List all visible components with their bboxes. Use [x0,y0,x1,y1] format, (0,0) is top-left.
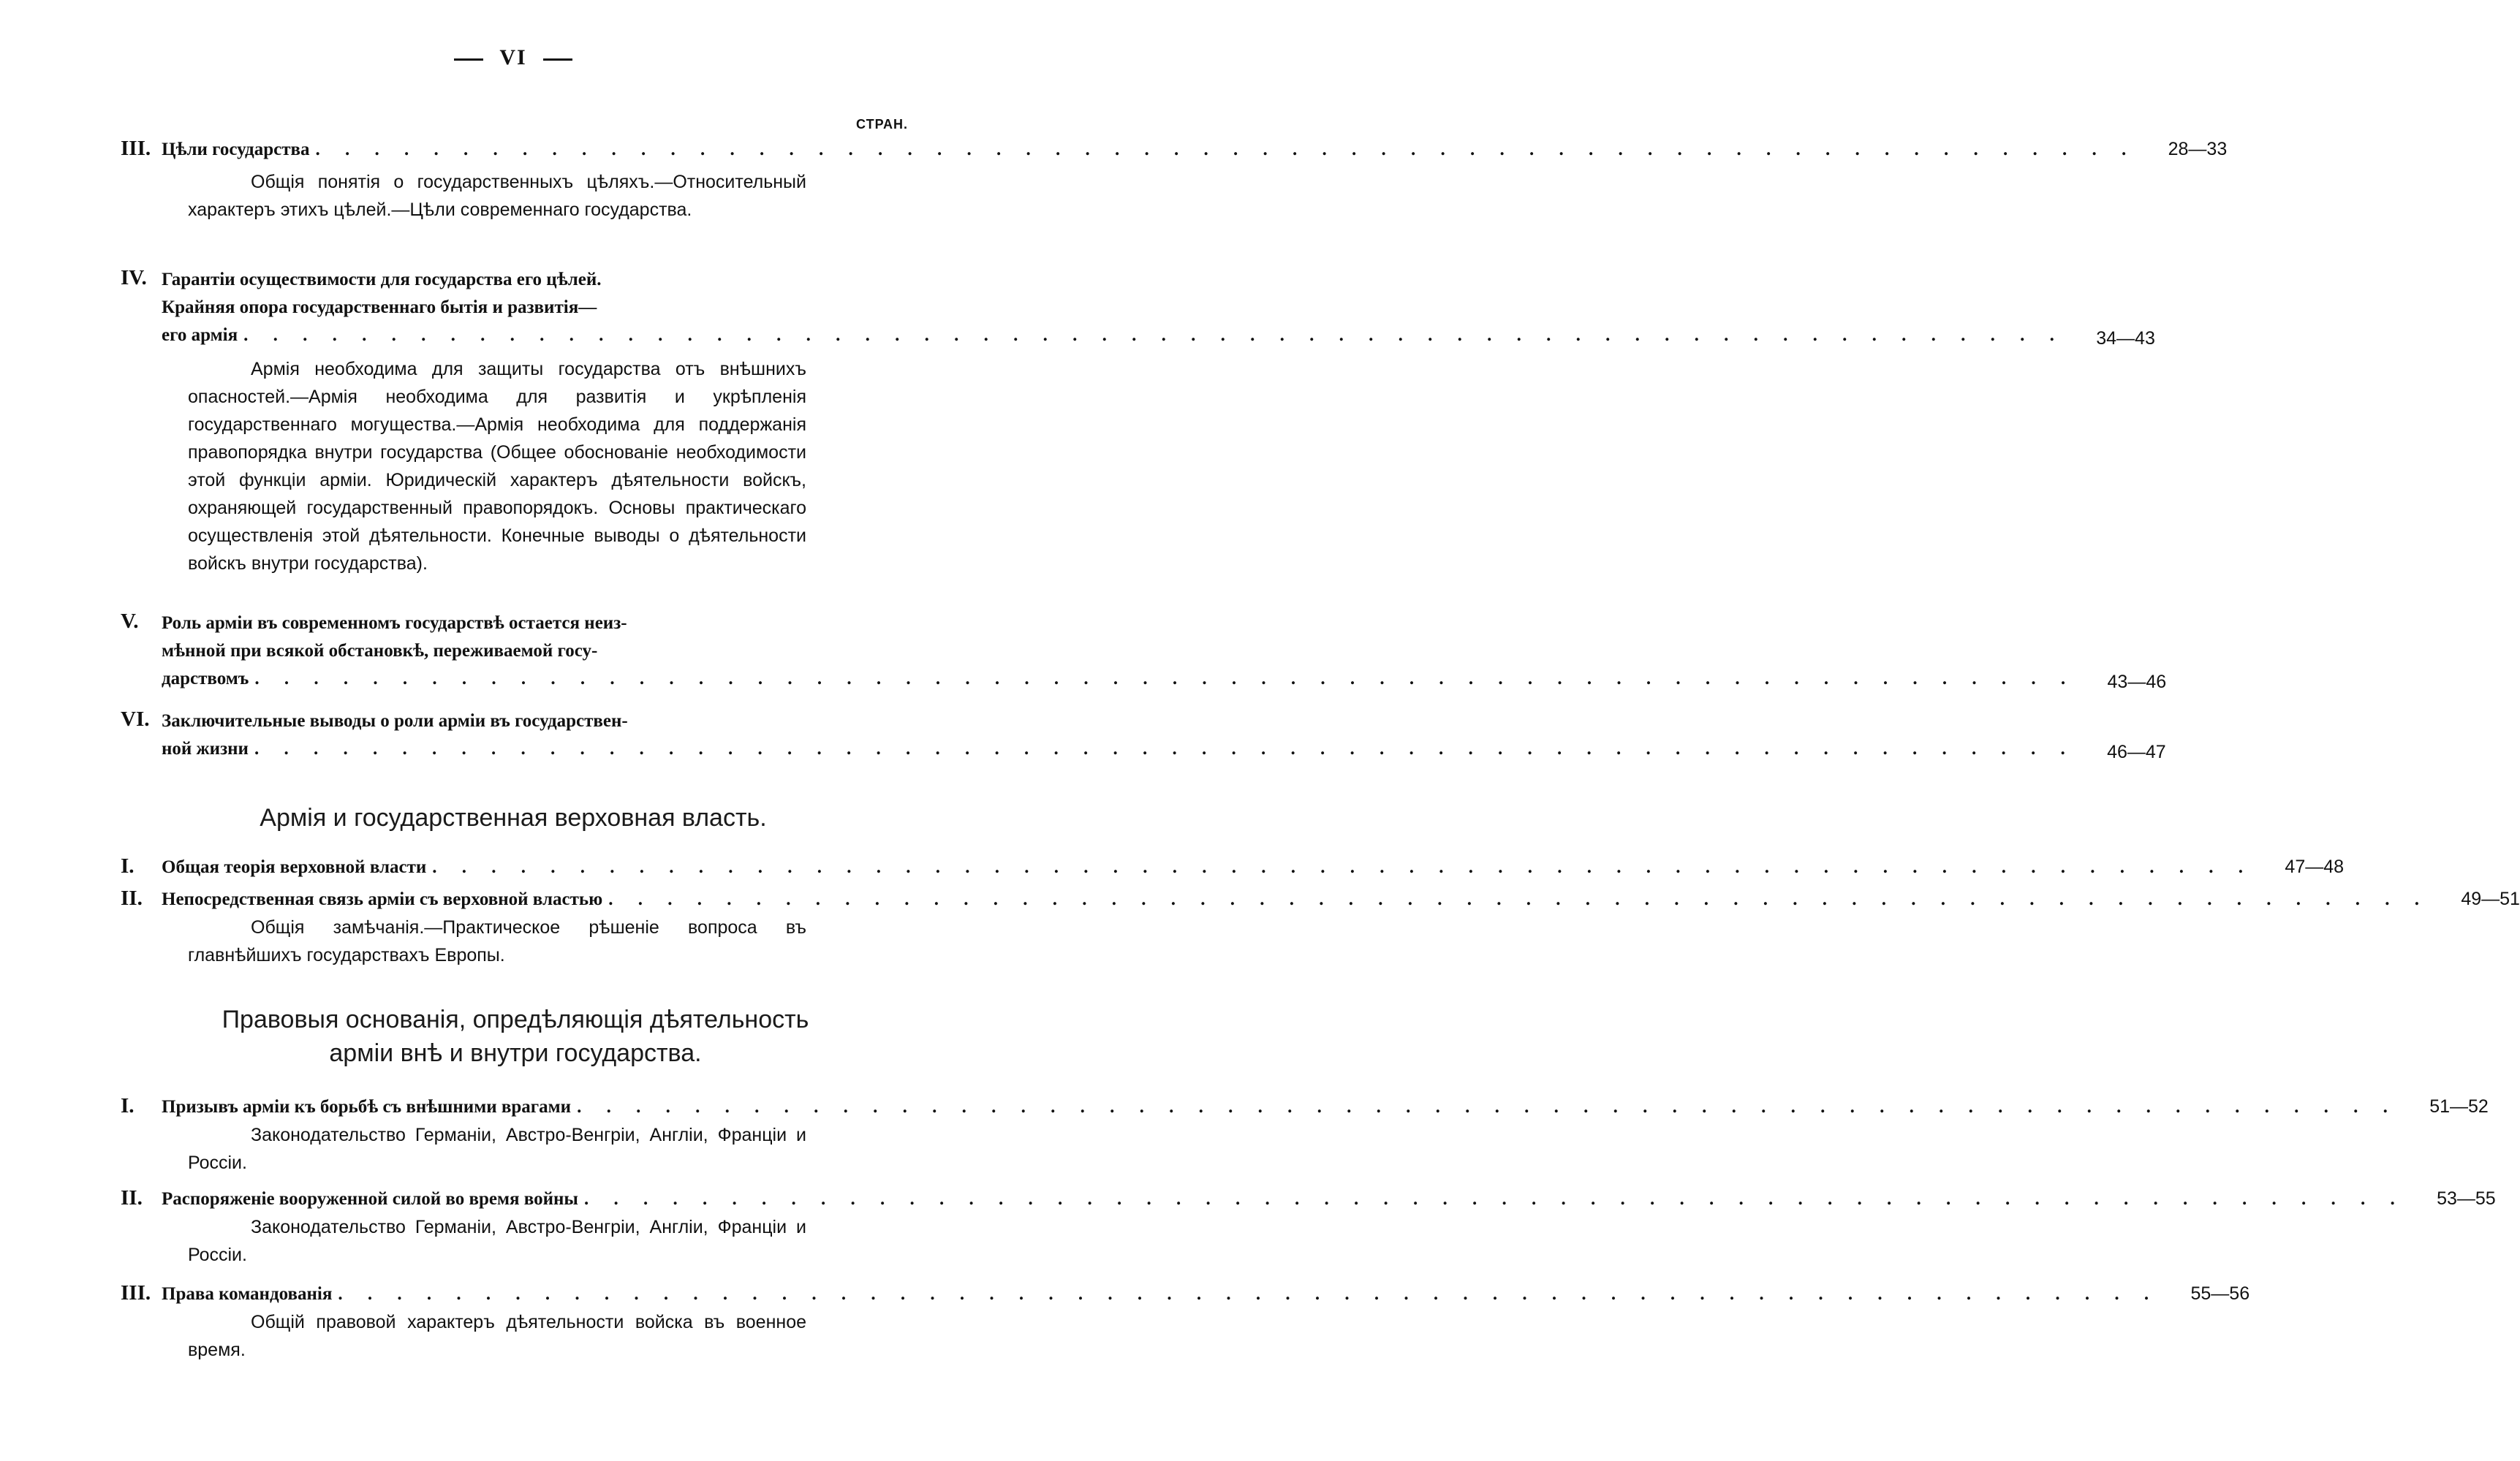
leader-dots [249,665,2076,693]
leader-dots [332,1280,2159,1308]
entry-title-line: Заключительные выводы о роли арміи въ государствен- [162,711,628,731]
entry-description: Армія необходима для защиты государства отъ внѣшнихъ опасностей.—Армія необходима для развитія и укрѣпленія государственнаго могущества.—Армія необходима для поддержанія правопорядка внутри государства (Общее обоснованіе необходимости этой функціи арміи. Юридическій характеръ дѣятельности войскъ, охраняющей государственный правопорядокъ. Основы практическаго осуществленія этой дѣятельности. Конечные выводы о дѣятельности войскъ внутри государства). [188,359,806,574]
section-heading-line: Правовыя основанія, опредѣляющія дѣятельность [222,1006,809,1033]
leader-dots [426,854,2253,881]
entry-title-line: дарствомъ [162,669,249,688]
leader-dots [249,735,2076,763]
entry-title: Призывъ арміи къ борьбѣ съ внѣшними врагами [162,1097,572,1117]
toc-entry [121,707,2166,763]
leader-dots [578,1185,2405,1213]
entry-number: I. [121,1094,135,1117]
entry-number: III. [121,1281,151,1305]
page-number: VI [0,45,1026,70]
leader-dots [309,136,2136,164]
entry-description: Законодательство Германіи, Австро-Венгріи, Англіи, Франціи и Россіи. [188,1217,806,1265]
entry-pages: 55—56 [2190,1283,2250,1304]
toc-entry [121,1280,2250,1364]
toc-entry [121,610,2167,693]
entry-description: Общія понятія о государственныхъ цѣляхъ.—Относительный характеръ этихъ цѣлей.—Цѣли современнаго государства. [188,172,806,220]
entry-description: Общія замѣчанія.—Практическое рѣшеніе вопроса въ главнѣйшихъ государствахъ Европы. [188,917,806,965]
toc-entry [121,136,2228,224]
entry-title: Цѣли государства [162,140,310,159]
entry-number: II. [121,1186,143,1210]
entry-title-line: Гарантіи осуществимости для государства его цѣлей. [162,270,602,289]
entry-title-line: Роль арміи въ современномъ государствѣ остается неиз- [162,613,627,633]
toc-entry [121,266,2155,577]
entry-pages: 53—55 [2437,1188,2496,1209]
entry-description: Законодательство Германіи, Австро-Венгріи, Англіи, Франціи и Россіи. [188,1125,806,1173]
entry-pages: 43—46 [2107,672,2167,692]
entry-pages: 47—48 [2285,857,2345,877]
entry-title: Права командованія [162,1284,333,1304]
entry-description: Общій правовой характеръ дѣятельности войска въ военное время. [188,1312,806,1360]
dash-left [454,58,483,61]
section-heading [117,1003,914,1070]
entry-number: II. [121,887,143,910]
toc-entry [121,1093,2489,1177]
entry-title-line: мѣнной при всякой обстановкѣ, переживаемой госу- [162,641,598,661]
entry-title-line: его армія [162,325,238,345]
entry-pages: 46—47 [2107,742,2166,762]
entry-number: III. [121,137,151,160]
entry-title-line: Крайняя опора государственнаго бытія и развитія— [162,297,597,317]
entry-number: I. [121,854,135,878]
leader-dots [238,322,2065,349]
section-heading: Армія и государственная верховная власть. [260,804,767,832]
entry-title-line: ной жизни [162,739,249,759]
leader-dots [602,886,2429,914]
entry-title: Распоряженіе вооруженной силой во время войны [162,1189,578,1209]
entry-pages: 34—43 [2096,328,2155,349]
section-heading-line: арміи внѣ и внутри государства. [329,1039,702,1067]
entry-number: IV. [121,266,147,289]
entry-pages: 49—51 [2461,889,2520,909]
entry-title: Общая теорія верховной власти [162,857,427,877]
toc-entry [121,886,2520,969]
entry-number: VI. [121,707,150,731]
toc-entry [121,1185,2496,1269]
entry-number: V. [121,610,139,633]
dash-right [543,58,572,61]
entry-pages: 28—33 [2168,139,2228,159]
entry-pages: 51—52 [2429,1096,2489,1117]
pages-column-header: СТРАН. [856,117,908,132]
entry-title: Непосредственная связь арміи съ верховной властью [162,889,603,909]
leader-dots [571,1093,2398,1121]
toc-entry [121,854,2345,881]
